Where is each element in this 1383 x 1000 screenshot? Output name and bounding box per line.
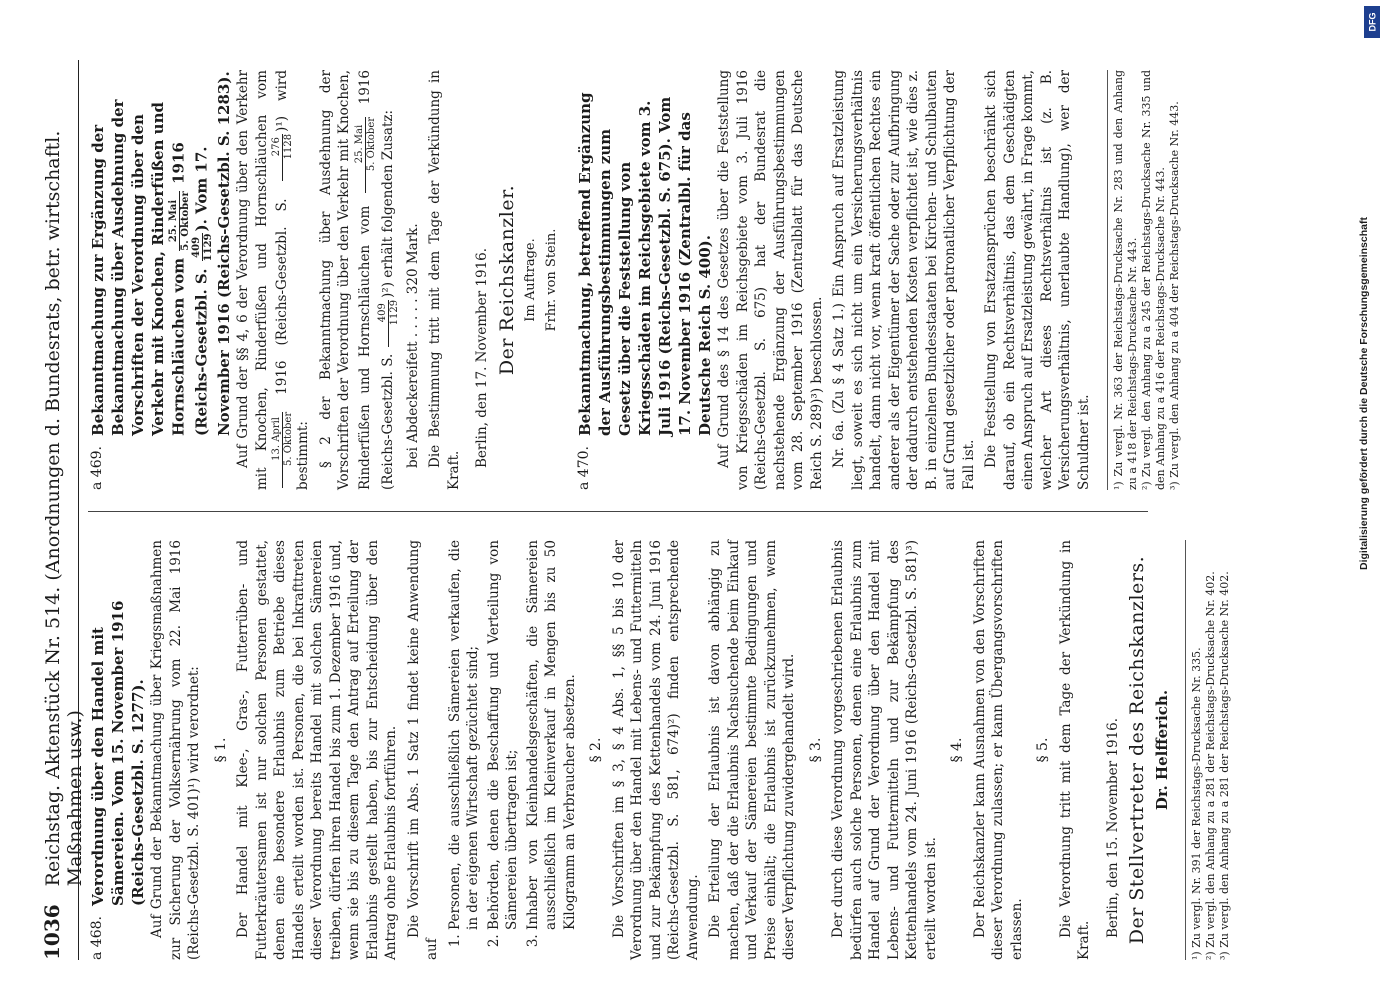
signature-title: Der Stellvertreter des Reichskanzlers. — [1126, 555, 1148, 945]
column-divider — [88, 511, 1148, 512]
fraction-top: 409 — [377, 300, 389, 347]
section-heading: § 1. — [212, 737, 229, 763]
section-text: Die Vorschrift im Abs. 1 Satz 1 findet keine Anwendung auf — [405, 540, 440, 960]
section-heading: § 2. — [588, 737, 604, 763]
section-text: Der Handel mit Klee-, Gras-, Futterrüben- und Futterkräutersamen ist nur solchen Personen gestattet, denen eine besondere Erlaubnis zum Betriebe dieses Handels erteilt worden ist. Personen, die bei Inkrafttreten dieser Verordnung bereits Handel mit solchen Sämereien treiben, dürfen ihren Handel bis zum 1. Dezember 1916 und, wenn sie bis zu diesem Tage den Antrag auf Erteilung der Erlaubnis gestellt haben, bis zur Entscheidung über den Antrag ohne Erlaubnis fortführen. — [235, 540, 399, 960]
fraction-bottom: 5. Oktober — [283, 411, 294, 466]
date-line: Berlin, den 15. November 1916. — [1104, 717, 1121, 938]
section-text: Die Verordnung tritt mit dem Tage der Verkündung in Kraft. — [1057, 540, 1092, 960]
text-part: )¹) wird bestimmt: — [274, 70, 311, 490]
section-text: Die Vorschriften im § 3, § 4 Abs. 1, §§ 5 bis 10 der Verordnung über den Handel mit Lebens- und Futtermitteln und zur Bekämpfung des Kettenhandels vom 24. Juni 1916 (Reichs-Gesetzbl. S. 581, 674)²) finden entsprechende Anwendung. — [610, 540, 701, 960]
paragraph — [234, 70, 313, 490]
list-item: 1. Personen, die ausschließlich Sämereien verkaufen, die in der eigenen Wirtschaft gezüchtet sind; — [446, 540, 483, 930]
entry-number: a 470. — [576, 446, 592, 490]
footnotes — [1107, 70, 1182, 490]
entry-469-heading — [88, 70, 234, 490]
fraction-bottom: 5. Oktober — [365, 116, 377, 172]
text-part: 1916 (Reichs-Gesetzbl. S. — [356, 70, 396, 490]
footnote: ¹) Zu vergl. Nr. 391 der Reichstags-Drucksache Nr. 335. — [1190, 647, 1203, 960]
footnote: ²) Zu vergl. den Anhang zu a 281 der Reichstags-Drucksache Nr. 402. — [1204, 571, 1217, 960]
title-part: Bekanntmachung zur Ergänzung der Bekanntmachung über Ausdehnung der Vorschriften der Verordnung über den Verkehr mit Knochen, Rinderfüßen und Hornschläuchen vom — [89, 99, 188, 437]
section-text: Die Erteilung der Erlaubnis ist davon abhängig zu machen, daß der die Erlaubnis Nachsuchende beim Einkauf und Verkauf der Sämereien bestimmte Bedingungen und Preise einhält; die Erlaubnis ist zurückzunehmen, wenn dieser Verpflichtung zuwidergehandelt wird. — [707, 540, 797, 960]
page-fraction — [191, 233, 214, 261]
price-item: bei Abdeckereifett . . . . . 320 Mark. — [404, 223, 421, 468]
fraction-top: 25. Mai — [354, 117, 366, 193]
entry-number: a 468. — [89, 916, 105, 960]
fraction-top: 409 — [191, 233, 203, 261]
fraction-bottom: 1128 — [283, 133, 294, 160]
signature-name: Dr. Helfferich. — [1152, 689, 1171, 811]
paragraph: Die Feststellung von Ersatzansprüchen beschränkt sich darauf, ob ein Rechtsverhältnis, das dem Geschädigten einen Anspruch auf Ersatzleistung gewährt, in Frage kommt, welcher Art dieses Rechtsverhältnis ist (z. B. Versicherungsverhältnis, unerlaubte Handlung), wer der Schuldner ist. — [983, 70, 1092, 490]
fraction-top: 13. April — [271, 412, 283, 488]
section-heading: § 4. — [949, 737, 965, 763]
section-heading: § 3. — [807, 737, 824, 763]
exemption-list — [446, 540, 580, 960]
entry-title — [88, 70, 234, 436]
date-fraction — [354, 117, 377, 193]
page-number: 1036 — [40, 904, 64, 960]
entry-number: a 469. — [89, 446, 105, 490]
paragraph — [317, 70, 400, 490]
text-part: § 2 der Bekanntmachung über Ausdehnung der Vorschriften der Verordnung über den Verkehr mit Knochen, Rinderfüßen und Hornschläuchen vom — [317, 70, 373, 490]
right-column — [88, 70, 1182, 490]
fraction-bottom: 1129 — [203, 233, 214, 262]
section-text: Der durch diese Verordnung vorgeschriebenen Erlaubnis bedürfen auch solche Personen, denen eine Erlaubnis zum Handel auf Grund der Verordnung über den Handel mit Lebens- und Futtermitteln und zur Bekämpfung des Kettenhandels vom 24. Juni 1916 (Reichs-Gesetzbl. S. 581)³) erteilt worden ist. — [830, 540, 939, 960]
entry-468-heading — [88, 540, 148, 960]
list-item: 2. Behörden, denen die Beschaffung und Verteilung von Sämereien übertragen ist; — [485, 540, 522, 930]
running-head — [40, 60, 86, 960]
title-part: ). Vom 17. November 1916 (Reichs-Gesetzbl. S. 1283). — [192, 71, 233, 437]
date-line: Berlin, den 17. November 1916. — [474, 247, 490, 468]
text-part: Auf Grund der §§ 4, 6 der Verordnung über den Verkehr mit Knochen, Rinderfüßen und Hornschläuchen vom — [235, 70, 270, 490]
signature-name: Frhr. von Stein. — [543, 228, 559, 332]
preamble: Auf Grund der Bekanntmachung über Kriegsmaßnahmen zur Sicherung der Volksernährung vom 22. Mai 1916 (Reichs-Gesetzbl. S. 401)¹) wird verordnet: — [149, 540, 202, 960]
logo-text: DFG — [1367, 12, 1377, 32]
running-title: Reichstag. Aktenstück Nr. 514. (Anordnungen d. Bundesrats, betr. wirtschaftl. Maßnahmen usw.) — [42, 130, 86, 887]
digitization-credit — [1356, 10, 1376, 570]
date-fraction — [271, 412, 294, 488]
left-column — [88, 540, 1232, 960]
section-heading: § 5. — [1035, 737, 1051, 763]
footnotes — [1185, 540, 1232, 960]
footnote: ³) Zu vergl. den Anhang zu a 404 der Reichstags-Drucksache Nr. 443. — [1168, 101, 1181, 490]
text-part: )²) erhält folgenden Zusatz: — [379, 109, 396, 298]
list-item: 3. Inhaber von Kleinhandelsgeschäften, die Sämereien ausschließlich im Kleinverkauf in Mengen bis zu 50 Kilogramm an Verbraucher absetzen. — [524, 540, 580, 930]
page-fraction — [377, 300, 400, 347]
paragraph: Die Bestimmung tritt mit dem Tage der Verkündung in Kraft. — [427, 70, 462, 490]
entry-470-heading — [575, 70, 715, 490]
page-fraction — [271, 134, 294, 181]
title-part: 1916 (Reichs-Gesetzbl. S. — [169, 142, 211, 437]
entry-title: Bekanntmachung, betreffend Ergänzung der Ausführungsbestimmungen zum Gesetz über die Feststellung von Kriegsschäden im Reichsgebiete vom 3. Juli 1916 (Reichs-Gesetzbl. S. 675). Vom 17. November 1916 (Zentralbl. für das Deutsche Reich S. 400). — [576, 92, 714, 437]
fraction-top: 25. Mai — [168, 191, 180, 250]
signature-auftrag: Im Auftrage. — [523, 238, 538, 322]
paragraph: Auf Grund des § 14 des Gesetzes über die Feststellung von Kriegsschäden im Reichsgebiete vom 3. Juli 1916 (Reichs-Gesetzbl. S. 675) hat der Bundesrat die nachstehende Ergänzung der Ausführungsbestimmungen vom 28. September 1916 (Zentralblatt für das Deutsche Reich S. 289)³) beschlossen. — [716, 70, 825, 490]
footnote: ³) Zu vergl. den Anhang zu a 281 der Reichstags-Drucksache Nr. 402. — [1218, 571, 1231, 960]
scanned-page — [40, 40, 1340, 960]
fraction-bottom: 5. Oktober — [180, 191, 191, 251]
section-text: Der Reichskanzler kann Ausnahmen von den Vorschriften dieser Verordnung zulassen; er kann Übergangsvorschriften erlassen. — [971, 540, 1025, 960]
fraction-top: 276 — [271, 134, 283, 181]
footnote: ¹) Zu vergl. Nr. 363 der Reichstags-Drucksache Nr. 283 und den Anhang zu a 418 der Reichstags-Drucksache Nr. 443. — [1112, 70, 1139, 490]
fraction-bottom: 1129 — [388, 299, 400, 326]
entry-title: Verordnung über den Handel mit Sämereien. Vom 15. November 1916 (Reichs-Gesetzbl. S. 1277). — [89, 600, 147, 907]
footnote: ²) Zu vergl. den Anhang zu a 245 der Reichstags-Drucksache Nr. 335 und den Anhang zu a 416 der Reichstags-Drucksache Nr. 443. — [1140, 70, 1167, 490]
signature-title: Der Reichskanzler. — [495, 184, 518, 376]
paragraph: Nr. 6a. (Zu § 4 Satz 1.) Ein Anspruch auf Ersatzleistung liegt, soweit es sich nicht um ein Versicherungsverhältnis handelt, dann nicht vor, wenn kraft öffentlichen Rechtes ein anderer als der Eigentümer der Sache oder zur Aufbringung der dadurch entstehenden Kosten verpflichtet ist, wie dies z. B. in einzelnen Bundesstaaten bei Kirchen- und Schulbauten auf Grund gesetzlicher oder patronatlicher Verpflichtung der Fall ist. — [831, 70, 977, 490]
date-fraction — [168, 191, 191, 250]
credit-text: Digitalisierung gefördert durch die Deutsche Forschungsgemeinschaft — [1358, 217, 1370, 570]
text-part: 1916 (Reichs-Gesetzbl. S. — [274, 198, 290, 395]
